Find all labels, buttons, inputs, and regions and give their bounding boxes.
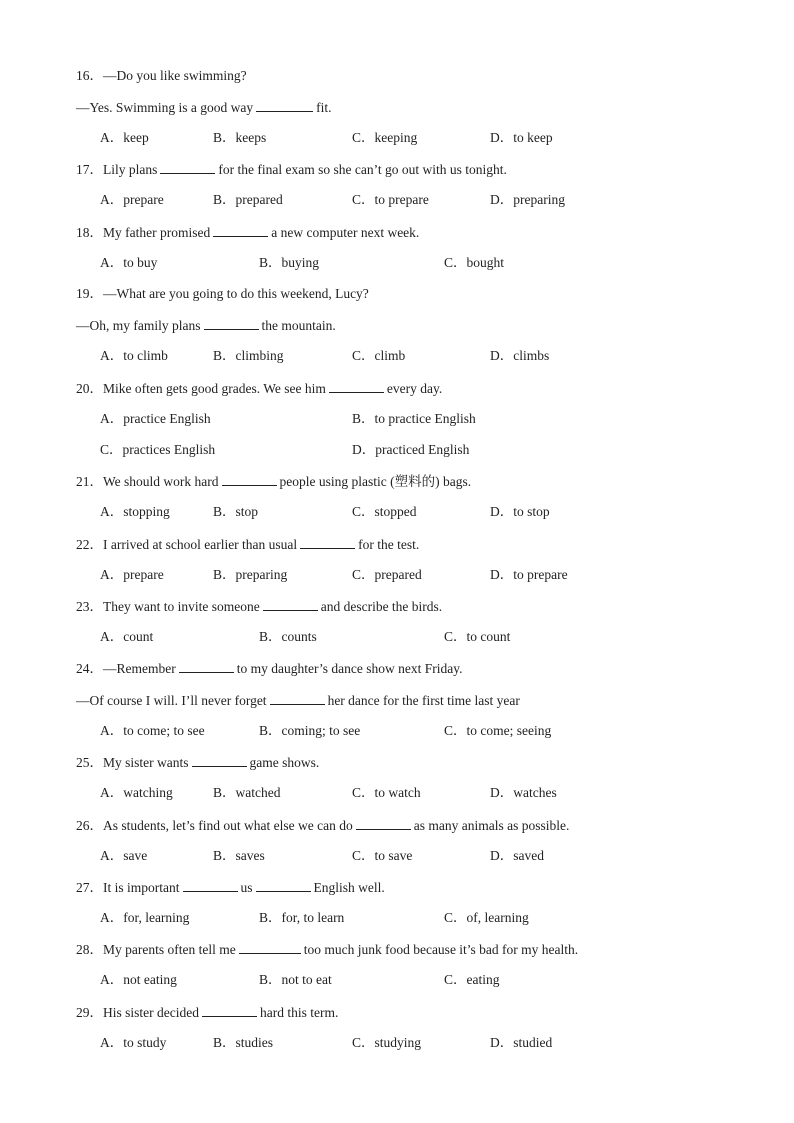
answer-blank[interactable] <box>256 879 311 892</box>
option-a[interactable]: A．count <box>100 629 154 644</box>
option-a[interactable]: A．for, learning <box>100 910 190 925</box>
question-text: us <box>240 880 253 895</box>
option-a[interactable]: A．to study <box>100 1035 167 1050</box>
answer-blank[interactable] <box>202 1004 257 1017</box>
option-a[interactable]: A．prepare <box>100 192 164 207</box>
question-text: as many animals as possible. <box>413 818 570 833</box>
option-a[interactable]: A．watching <box>100 785 173 800</box>
answer-blank[interactable] <box>222 473 277 486</box>
answer-blank[interactable] <box>239 941 301 954</box>
question-number: 29． <box>76 1005 103 1020</box>
question-number: 20． <box>76 381 103 396</box>
option-d[interactable]: D．saved <box>490 848 544 863</box>
question-number: 27． <box>76 880 103 895</box>
option-b[interactable]: B．climbing <box>213 348 284 363</box>
option-d[interactable]: D．watches <box>490 785 557 800</box>
option-a[interactable]: A．keep <box>100 130 149 145</box>
question-24-reply <box>76 692 520 709</box>
option-c[interactable]: C．keeping <box>352 130 418 145</box>
answer-blank[interactable] <box>204 317 259 330</box>
answer-blank[interactable] <box>179 660 234 673</box>
question-text: too much junk food because it’s bad for my health. <box>303 942 579 957</box>
question-number: 23． <box>76 599 103 614</box>
question-text: fit. <box>316 100 332 115</box>
question-17-stem <box>76 161 507 178</box>
question-21-stem <box>76 473 471 490</box>
option-c[interactable]: C．to count <box>444 629 511 644</box>
option-c[interactable]: C．climb <box>352 348 406 363</box>
question-text: the mountain. <box>261 318 336 333</box>
option-d[interactable]: D．studied <box>490 1035 553 1050</box>
option-a[interactable]: A．practice English <box>100 411 211 426</box>
option-c[interactable]: C．practices English <box>100 442 216 457</box>
question-text: her dance for the first time last year <box>327 693 520 708</box>
question-23-stem <box>76 598 442 615</box>
option-d[interactable]: D．to prepare <box>490 567 568 582</box>
option-a[interactable]: A．stopping <box>100 504 170 519</box>
answer-blank[interactable] <box>256 99 313 112</box>
question-number: 19． <box>76 286 103 301</box>
question-text: —Oh, my family plans <box>76 318 201 333</box>
option-c[interactable]: C．of, learning <box>444 910 529 925</box>
question-text: We should work hard <box>103 474 219 489</box>
answer-blank[interactable] <box>329 380 384 393</box>
question-text: every day. <box>386 381 443 396</box>
option-d[interactable]: D．to keep <box>490 130 553 145</box>
question-20-stem <box>76 380 442 397</box>
option-c[interactable]: C．to save <box>352 848 413 863</box>
question-text: hard this term. <box>259 1005 339 1020</box>
option-d[interactable]: D．climbs <box>490 348 550 363</box>
question-16-reply <box>76 99 332 116</box>
option-c[interactable]: C．stopped <box>352 504 417 519</box>
option-b[interactable]: B．stop <box>213 504 259 519</box>
option-c[interactable]: C．studying <box>352 1035 422 1050</box>
question-22-stem <box>76 536 419 553</box>
answer-blank[interactable] <box>356 817 411 830</box>
option-a[interactable]: A．prepare <box>100 567 164 582</box>
option-b[interactable]: B．saves <box>213 848 265 863</box>
option-b[interactable]: B．coming; to see <box>259 723 361 738</box>
answer-blank[interactable] <box>300 536 355 549</box>
question-16-stem <box>76 68 247 84</box>
question-text: His sister decided <box>103 1005 199 1020</box>
option-b[interactable]: B．to practice English <box>352 411 476 426</box>
question-text: for the final exam so she can’t go out with us tonight. <box>218 162 507 177</box>
option-c[interactable]: C．to come; seeing <box>444 723 552 738</box>
question-29-stem <box>76 1004 338 1021</box>
option-c[interactable]: C．eating <box>444 972 500 987</box>
question-26-stem <box>76 817 569 834</box>
option-c[interactable]: C．to prepare <box>352 192 429 207</box>
answer-blank[interactable] <box>263 598 318 611</box>
question-number: 25． <box>76 755 103 770</box>
question-number: 24． <box>76 661 103 676</box>
option-b[interactable]: B．preparing <box>213 567 288 582</box>
option-b[interactable]: B．not to eat <box>259 972 332 987</box>
question-number: 17． <box>76 162 103 177</box>
question-24-stem <box>76 660 462 677</box>
option-d[interactable]: D．to stop <box>490 504 550 519</box>
question-text: for the test. <box>358 537 420 552</box>
question-number: 22． <box>76 537 103 552</box>
question-text: They want to invite someone <box>103 599 260 614</box>
question-18-stem <box>76 224 419 241</box>
option-b[interactable]: B．studies <box>213 1035 274 1050</box>
question-text: to my daughter’s dance show next Friday. <box>236 661 463 676</box>
question-25-stem <box>76 754 319 771</box>
answer-blank[interactable] <box>192 754 247 767</box>
option-a[interactable]: A．to buy <box>100 255 158 270</box>
question-number: 18． <box>76 225 103 240</box>
question-text: Lily plans <box>103 162 158 177</box>
question-19-stem <box>76 286 369 302</box>
question-text: My sister wants <box>103 755 189 770</box>
option-c[interactable]: C．to watch <box>352 785 421 800</box>
question-text: and describe the birds. <box>320 599 443 614</box>
answer-blank[interactable] <box>183 879 238 892</box>
question-27-stem <box>76 879 385 896</box>
question-text: It is important <box>103 880 180 895</box>
answer-blank[interactable] <box>270 692 325 705</box>
question-text: I arrived at school earlier than usual <box>103 537 298 552</box>
question-text: —Do you like swimming? <box>103 68 247 83</box>
option-d[interactable]: D．practiced English <box>352 442 470 457</box>
question-text: game shows. <box>249 755 320 770</box>
question-text: Mike often gets good grades. We see him <box>103 381 326 396</box>
question-number: 28． <box>76 942 103 957</box>
question-number: 26． <box>76 818 103 833</box>
question-text: people using plastic (塑料的) bags. <box>279 474 472 489</box>
question-text: a new computer next week. <box>271 225 420 240</box>
option-b[interactable]: B．keeps <box>213 130 267 145</box>
question-text: My father promised <box>103 225 211 240</box>
question-19-reply <box>76 317 336 334</box>
question-text: As students, let’s find out what else we can do <box>103 818 353 833</box>
option-b[interactable]: B．prepared <box>213 192 283 207</box>
option-c[interactable]: C．prepared <box>352 567 422 582</box>
question-text: English well. <box>313 880 385 895</box>
question-text: —Remember <box>103 661 176 676</box>
question-28-stem <box>76 941 578 958</box>
option-b[interactable]: B．watched <box>213 785 281 800</box>
option-a[interactable]: A．save <box>100 848 148 863</box>
question-number: 21． <box>76 474 103 489</box>
option-d[interactable]: D．preparing <box>490 192 565 207</box>
option-a[interactable]: A．to come; to see <box>100 723 205 738</box>
question-text: —Of course I will. I’ll never forget <box>76 693 267 708</box>
option-b[interactable]: B．for, to learn <box>259 910 345 925</box>
question-number: 16． <box>76 68 103 83</box>
option-b[interactable]: B．buying <box>259 255 320 270</box>
option-a[interactable]: A．not eating <box>100 972 177 987</box>
answer-blank[interactable] <box>160 161 215 174</box>
question-text: —Yes. Swimming is a good way <box>76 100 254 115</box>
option-b[interactable]: B．counts <box>259 629 317 644</box>
question-text: —What are you going to do this weekend, Lucy? <box>103 286 369 301</box>
question-text: My parents often tell me <box>103 942 236 957</box>
answer-blank[interactable] <box>213 224 268 237</box>
option-c[interactable]: C．bought <box>444 255 505 270</box>
option-a[interactable]: A．to climb <box>100 348 168 363</box>
